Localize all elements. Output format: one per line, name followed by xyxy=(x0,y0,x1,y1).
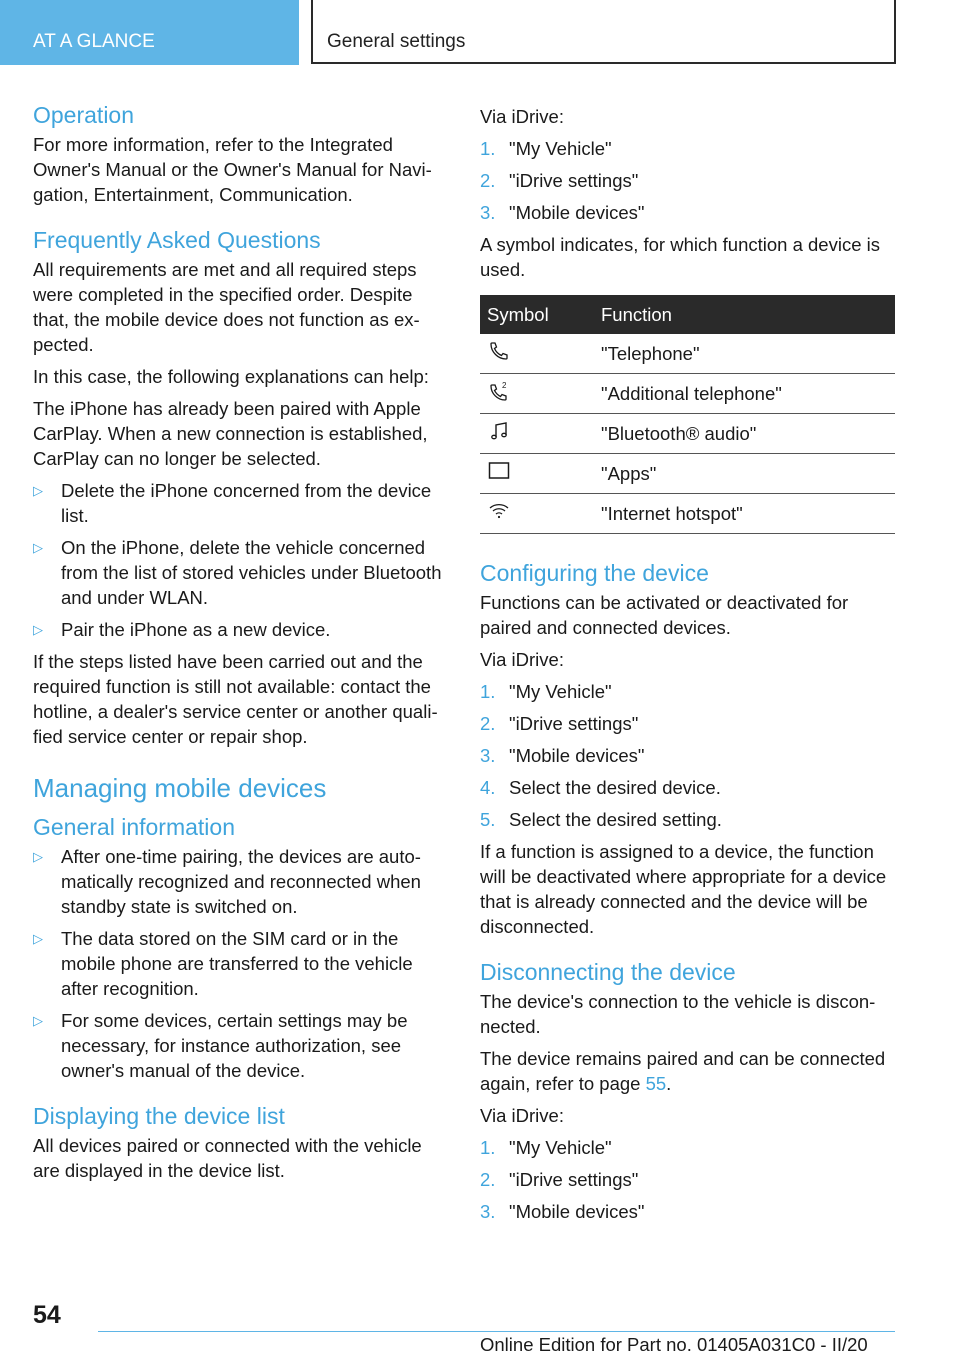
bullet-triangle-icon: ▷ xyxy=(33,849,43,864)
bullet-triangle-icon: ▷ xyxy=(33,483,43,498)
operation-heading: Operation xyxy=(33,102,135,128)
apps-icon xyxy=(487,459,511,483)
page-reference-link[interactable]: 55 xyxy=(645,1073,667,1094)
list-item: 2. "iDrive settings" xyxy=(480,1169,639,1190)
configuring-text: Functions can be activated or deactivated for paired and connected devices. xyxy=(480,592,849,638)
general-info-bullet-list xyxy=(33,844,449,1083)
table-row xyxy=(480,374,895,414)
table-header-row xyxy=(480,295,895,334)
general-info-heading: General information xyxy=(33,814,235,840)
symbol-intro-text: A symbol indicates, for which function a device is used. xyxy=(480,234,880,280)
svg-text:2: 2 xyxy=(502,381,507,390)
function-cell: "Telephone" xyxy=(594,334,895,374)
disconnecting-paragraph-1: The device's connection to the vehicle is disconnected. xyxy=(480,991,876,1037)
header-section-tab[interactable] xyxy=(0,0,299,65)
list-item: 1. "My Vehicle" xyxy=(480,1137,612,1158)
header-title-box xyxy=(311,0,896,64)
list-item: 4. Select the desired device. xyxy=(480,777,721,798)
steps-list-3 xyxy=(480,1135,896,1224)
list-item: ▷ Delete the iPhone concerned from the device list. xyxy=(33,480,432,526)
header-section-label: AT A GLANCE xyxy=(33,31,155,52)
symbol-table xyxy=(480,295,895,534)
bullet-triangle-icon: ▷ xyxy=(33,540,43,555)
displaying-text: All devices paired or connected with the vehicle are displayed in the device list. xyxy=(33,1135,422,1181)
header-title: General settings xyxy=(327,31,466,52)
footer-divider xyxy=(98,1331,895,1332)
list-item: 3. "Mobile devices" xyxy=(480,1201,645,1222)
list-item: ▷ After one-time pairing, the devices are automatically recognized and reconnected when standby state is switched on. xyxy=(33,846,421,917)
list-item: 1. "My Vehicle" xyxy=(480,138,612,159)
table-row xyxy=(480,414,895,454)
function-cell: "Apps" xyxy=(594,454,895,494)
list-item: 3. "Mobile devices" xyxy=(480,745,645,766)
steps-list-1 xyxy=(480,136,896,225)
page-number: 54 xyxy=(33,1301,61,1329)
bullet-triangle-icon: ▷ xyxy=(33,1013,43,1028)
wifi-icon xyxy=(487,499,511,523)
bullet-triangle-icon: ▷ xyxy=(33,931,43,946)
faq-paragraph-1: All requirements are met and all required steps were completed in the specified order. Despite that, the mobile device does not function as expected. xyxy=(33,259,420,355)
left-column xyxy=(33,100,449,1190)
function-cell: "Bluetooth® audio" xyxy=(594,414,895,454)
disconnecting-via-label: Via iDrive: xyxy=(480,1105,564,1126)
function-cell: "Additional telephone" xyxy=(594,374,895,414)
faq-paragraph-3: The iPhone has already been paired with Apple CarPlay. When a new connection is established, CarPlay can no longer be selected. xyxy=(33,398,428,469)
column-header-function: Function xyxy=(594,295,895,334)
list-item: ▷ For some devices, certain settings may be necessary, for instance authorization, see owner's manual of the device. xyxy=(33,1010,408,1081)
disconnecting-paragraph-2: The device remains paired and can be connected again, refer to page 55. xyxy=(480,1048,886,1094)
configuring-after-text: If a function is assigned to a device, the function will be deactivated where appropriate for a device that is already connected and the device will be disconnected. xyxy=(480,841,887,937)
table-row xyxy=(480,494,895,534)
via-idrive-label: Via iDrive: xyxy=(480,106,564,127)
configuring-via-label: Via iDrive: xyxy=(480,649,564,670)
faq-paragraph-2: In this case, the following explanations can help: xyxy=(33,366,429,387)
list-item: 1. "My Vehicle" xyxy=(480,681,612,702)
configuring-heading: Configuring the device xyxy=(480,560,709,586)
column-header-symbol: Symbol xyxy=(480,295,594,334)
music-note-icon xyxy=(487,419,511,443)
additional-telephone-icon xyxy=(487,379,511,403)
faq-heading: Frequently Asked Questions xyxy=(33,227,321,253)
telephone-icon xyxy=(487,339,511,363)
list-item: 2. "iDrive settings" xyxy=(480,170,639,191)
disconnecting-heading: Disconnecting the device xyxy=(480,959,736,985)
operation-text: For more information, refer to the Integrated Owner's Manual or the Owner's Manual for Navigation, Entertainment, Communication. xyxy=(33,134,432,205)
table-row xyxy=(480,334,895,374)
function-cell: "Internet hotspot" xyxy=(594,494,895,534)
list-item: 5. Select the desired setting. xyxy=(480,809,722,830)
table-row xyxy=(480,454,895,494)
faq-bullet-list xyxy=(33,478,449,642)
displaying-heading: Displaying the device list xyxy=(33,1103,285,1129)
list-item: 3. "Mobile devices" xyxy=(480,202,645,223)
managing-heading: Managing mobile devices xyxy=(33,773,327,803)
right-column xyxy=(480,104,896,1231)
list-item: 2. "iDrive settings" xyxy=(480,713,639,734)
steps-list-2 xyxy=(480,679,896,832)
faq-paragraph-4: If the steps listed have been carried out and the required function is still not available: contact the hotline, a dealer's service center or another qualified service center or repair shop. xyxy=(33,651,438,747)
list-item: ▷ On the iPhone, delete the vehicle concerned from the list of stored vehicles under Bluetooth and under WLAN. xyxy=(33,537,442,608)
footer-edition: Online Edition for Part no. 01405A031C0 - II/20 xyxy=(480,1334,868,1355)
bullet-triangle-icon: ▷ xyxy=(33,622,43,637)
list-item: ▷ Pair the iPhone as a new device. xyxy=(33,619,331,640)
list-item: ▷ The data stored on the SIM card or in the mobile phone are transferred to the vehicle after recognition. xyxy=(33,928,413,999)
